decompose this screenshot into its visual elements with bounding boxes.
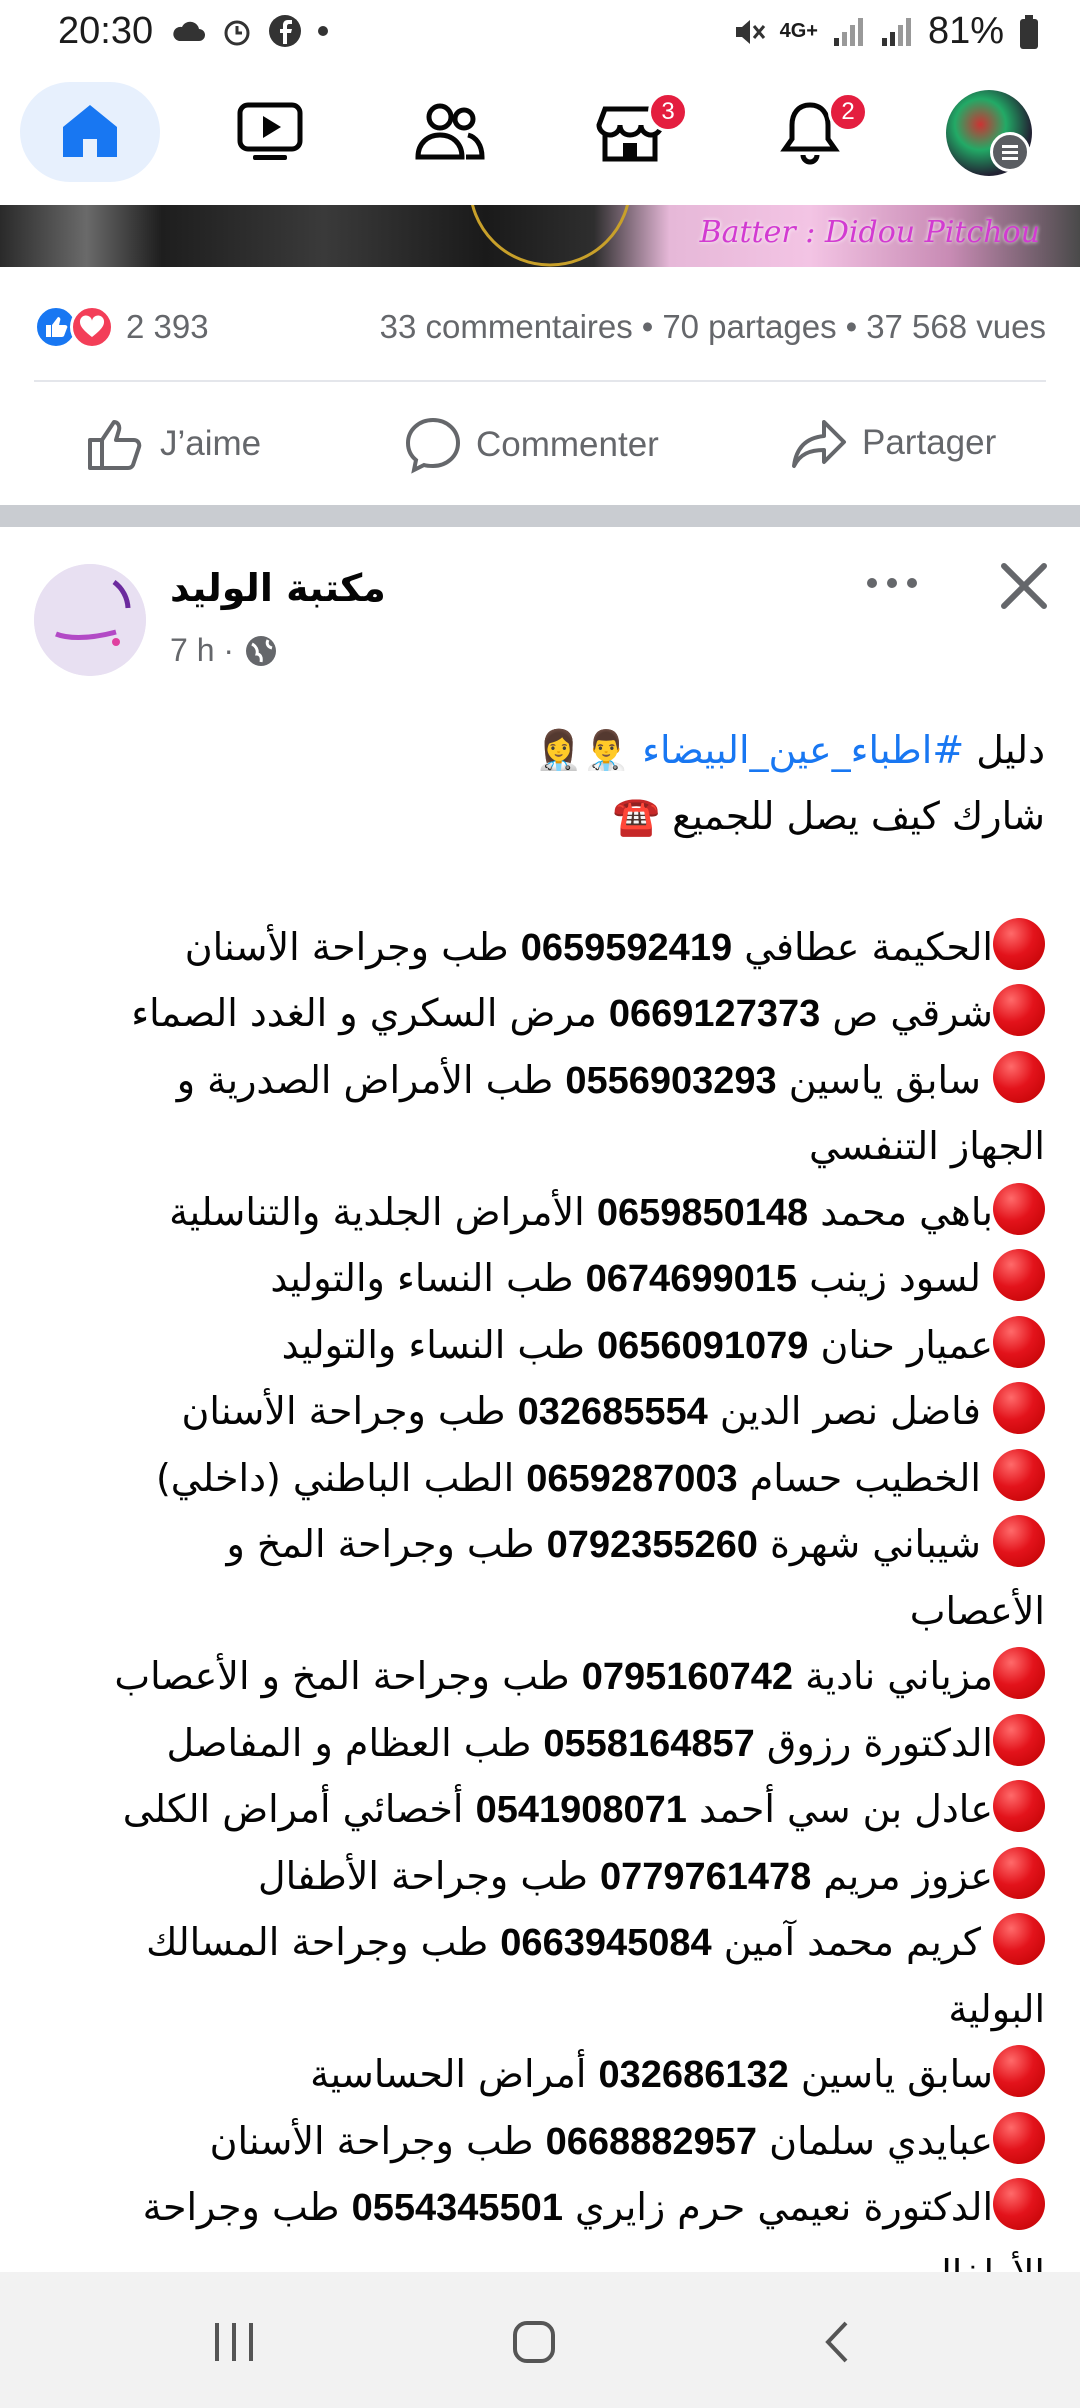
- doctor-entry: [40, 2175, 1045, 2242]
- doctor-specialty: طب النساء والتوليد: [270, 1256, 574, 1300]
- share-button[interactable]: [790, 416, 996, 470]
- comment-label: Commenter: [476, 425, 659, 464]
- recent-apps-button[interactable]: [194, 2312, 274, 2372]
- video-circle-graphic: [460, 205, 640, 267]
- doctor-phone[interactable]: 032685554: [517, 1391, 708, 1433]
- doctor-name: عزوز مريم: [811, 1853, 993, 1898]
- doctor-specialty: الطب الباطني (داخلي): [155, 1455, 515, 1500]
- globe-icon: [244, 634, 278, 668]
- doctor-list: [40, 915, 1045, 2308]
- signal-icon: [832, 16, 866, 48]
- doctor-specialty: مرض السكري و الغدد الصماء: [131, 991, 597, 1035]
- red-circle-icon: [993, 1382, 1045, 1434]
- nav-notifications[interactable]: [740, 82, 880, 182]
- doctor-phone[interactable]: 0556903293: [565, 1059, 777, 1102]
- close-icon: [994, 556, 1054, 616]
- like-label: J’aime: [160, 424, 262, 463]
- mute-icon: [732, 15, 766, 49]
- stats-separator: •: [641, 308, 654, 345]
- hashtag-link[interactable]: #اطباء_عين_البيضاء: [642, 728, 965, 772]
- dot-icon: [316, 24, 330, 38]
- comments-count[interactable]: 33 commentaires: [379, 308, 633, 345]
- doctor-specialty: طب وجراحة المخ و الأعصاب: [114, 1654, 570, 1698]
- doctor-specialty: طب وجراحة المسالك: [146, 1920, 489, 1964]
- doctor-name: لسود زينب: [809, 1256, 993, 1300]
- doctor-entry: [40, 1512, 1045, 1579]
- video-thumbnail[interactable]: [0, 205, 1080, 267]
- doctor-name: مزياني نادية: [805, 1654, 993, 1698]
- doctor-name: عادل بن سي أحمد: [686, 1787, 993, 1831]
- doctor-entry: [40, 2042, 1045, 2109]
- doctor-entry: [40, 1180, 1045, 1247]
- doctor-phone[interactable]: 0659592419: [520, 926, 733, 969]
- doctor-specialty: الأمراض الجلدية والتناسلية: [169, 1189, 585, 1234]
- post-time[interactable]: 7 h ·: [170, 632, 235, 668]
- status-notification-icons: [170, 14, 330, 48]
- love-reaction-icon: [70, 305, 114, 349]
- doctor-phone[interactable]: 0558164857: [543, 1722, 755, 1765]
- post-meta: [170, 632, 278, 669]
- doctor-entry: [40, 1644, 1045, 1711]
- doctor-name: عميار حنان: [808, 1322, 993, 1367]
- blank-line: [40, 849, 1045, 915]
- doctor-entry-continuation: الجهاز التنفسي: [808, 1124, 1045, 1168]
- doctor-entry: [40, 1048, 1045, 1115]
- doctor-name: الدكتورة نعيمي حرم زايري: [562, 2185, 993, 2229]
- red-circle-icon: [993, 1183, 1045, 1235]
- top-navigation: [0, 70, 1080, 200]
- doctor-name: فاضل نصر الدين: [719, 1389, 993, 1433]
- doctor-phone[interactable]: 0674699015: [585, 1258, 797, 1300]
- red-circle-icon: [993, 918, 1045, 970]
- post-intro-line: [40, 718, 1045, 784]
- doctor-name: سابق ياسين: [788, 1057, 993, 1102]
- doctor-phone[interactable]: 0541908071: [475, 1789, 687, 1831]
- status-bar: [0, 0, 1080, 66]
- nav-home[interactable]: [20, 82, 160, 182]
- cloud-icon: [170, 17, 206, 45]
- doctor-phone[interactable]: 0795160742: [581, 1656, 794, 1698]
- share-icon: [790, 416, 848, 470]
- home-circle-icon: [509, 2317, 559, 2367]
- comment-button[interactable]: [404, 416, 659, 474]
- page-avatar[interactable]: [34, 564, 146, 676]
- back-icon: [818, 2317, 858, 2367]
- like-button[interactable]: [86, 416, 261, 472]
- status-time: 20:30: [58, 10, 154, 52]
- doctor-entry: [40, 1246, 1045, 1313]
- doctor-name: باهي محمد: [820, 1189, 993, 1234]
- doctor-phone[interactable]: 0554345501: [351, 2187, 563, 2229]
- doctor-entry: [40, 1777, 1045, 1844]
- red-circle-icon: [993, 2112, 1045, 2164]
- doctor-phone[interactable]: 0779761478: [599, 1855, 812, 1898]
- feed-separator: [0, 505, 1080, 527]
- more-icon: [862, 573, 922, 593]
- signal-icon-2: [880, 16, 914, 48]
- status-right-icons: [732, 10, 1040, 53]
- doctor-name: الخطيب حسام: [749, 1455, 993, 1500]
- red-circle-icon: [993, 1249, 1045, 1301]
- friends-icon: [412, 99, 488, 165]
- doctor-entry: [40, 1844, 1045, 1911]
- facebook-icon: [268, 14, 302, 48]
- red-circle-icon: [993, 2178, 1045, 2230]
- nav-marketplace[interactable]: [560, 82, 700, 182]
- doctor-specialty: طب وجراحة المخ و: [226, 1522, 535, 1566]
- post-text: [40, 718, 1045, 2307]
- doctor-phone[interactable]: 0659287003: [526, 1457, 738, 1500]
- doctor-name: كريم محمد آمين: [723, 1920, 993, 1964]
- reactions-stats: [34, 300, 1046, 354]
- page-logo: [34, 564, 146, 676]
- doctor-phone[interactable]: 0668882957: [545, 2120, 757, 2163]
- doctor-specialty: طب النساء والتوليد: [281, 1322, 585, 1367]
- doctor-specialty: أخصائي أمراض الكلى: [122, 1787, 464, 1831]
- battery-icon: [1018, 14, 1040, 50]
- doctor-phone[interactable]: 0656091079: [597, 1324, 809, 1367]
- doctor-entry: [40, 981, 1045, 1048]
- doctor-phone[interactable]: 0792355260: [546, 1524, 758, 1566]
- reactions-count[interactable]: 2 393: [126, 308, 209, 345]
- doctor-entry: [40, 1446, 1045, 1513]
- doctor-specialty: طب وجراحة: [142, 2185, 340, 2229]
- video-icon: [235, 99, 305, 165]
- doctor-specialty: طب الأمراض الصدرية و: [176, 1057, 554, 1102]
- doctor-specialty: طب وجراحة الأسنان: [184, 924, 509, 969]
- menu-icon[interactable]: [990, 132, 1030, 172]
- comment-icon: [404, 416, 462, 474]
- battery-percent: 81%: [927, 10, 1004, 52]
- red-circle-icon: [993, 1647, 1045, 1699]
- alarm-icon: [220, 14, 254, 48]
- doctor-specialty: أمراض الحساسية: [310, 2052, 587, 2096]
- red-circle-icon: [993, 1051, 1045, 1103]
- doctor-phone[interactable]: 0659850148: [596, 1191, 809, 1234]
- doctor-name: الدكتورة رزوق: [766, 1720, 993, 1765]
- red-circle-icon: [993, 1515, 1045, 1567]
- more-options-button[interactable]: [862, 568, 922, 598]
- red-circle-icon: [993, 1714, 1045, 1766]
- red-circle-icon: [993, 1449, 1045, 1501]
- post-intro-line-2: شارك كيف يصل للجميع ☎️: [612, 793, 1045, 838]
- nav-friends[interactable]: [380, 82, 520, 182]
- doctor-entry: [40, 2109, 1045, 2176]
- intro-prefix: دليل: [964, 728, 1045, 772]
- notifications-badge: 2: [828, 92, 868, 132]
- hide-post-button[interactable]: [994, 556, 1054, 616]
- doctor-name: عبايدي سلمان: [769, 2118, 993, 2163]
- views-count: 37 568 vues: [866, 308, 1046, 345]
- doctor-phone[interactable]: 0663945084: [500, 1922, 712, 1964]
- red-circle-icon: [993, 2045, 1045, 2097]
- doctor-emojis: 👨‍⚕️👩‍⚕️: [535, 728, 630, 772]
- doctor-entry-continuation: البولية: [948, 1986, 1045, 2031]
- red-circle-icon: [993, 1316, 1045, 1368]
- video-caption: Batter : Didou Pitchou: [699, 215, 1040, 250]
- doctor-entry: [40, 1711, 1045, 1778]
- shares-count[interactable]: 70 partages: [662, 308, 837, 345]
- marketplace-badge: 3: [648, 92, 688, 132]
- doctor-name: شرقي ص: [832, 991, 993, 1035]
- post-actions: [0, 400, 1080, 490]
- home-button[interactable]: [494, 2312, 574, 2372]
- doctor-name: الحكيمة عطافي: [744, 924, 993, 969]
- doctor-name: سابق ياسين: [800, 2052, 993, 2096]
- divider: [34, 380, 1046, 382]
- doctor-entry: [40, 1379, 1045, 1446]
- doctor-specialty: طب وجراحة الأسنان: [209, 2118, 534, 2163]
- doctor-name: شيباني شهرة: [770, 1522, 993, 1566]
- doctor-phone[interactable]: 032686132: [598, 2054, 789, 2096]
- stats-separator: •: [845, 308, 858, 345]
- share-label: Partager: [862, 423, 997, 462]
- nav-video[interactable]: [200, 82, 340, 182]
- doctor-entry: [40, 1313, 1045, 1380]
- system-navigation-bar: [0, 2272, 1080, 2408]
- page-name[interactable]: مكتبة الوليد: [170, 566, 386, 610]
- doctor-entry: [40, 1910, 1045, 1977]
- back-button[interactable]: [798, 2312, 878, 2372]
- recent-apps-icon: [209, 2319, 259, 2365]
- home-icon: [57, 99, 123, 165]
- thumbs-up-icon: [86, 416, 146, 472]
- network-type: 4G+: [779, 20, 818, 42]
- doctor-entry: [40, 915, 1045, 982]
- red-circle-icon: [993, 984, 1045, 1036]
- doctor-phone[interactable]: 0669127373: [608, 993, 821, 1035]
- red-circle-icon: [993, 1847, 1045, 1899]
- red-circle-icon: [993, 1780, 1045, 1832]
- doctor-specialty: طب وجراحة الأسنان: [181, 1389, 506, 1433]
- red-circle-icon: [993, 1913, 1045, 1965]
- doctor-specialty: طب العظام و المفاصل: [166, 1720, 532, 1765]
- doctor-specialty: طب وجراحة الأطفال: [258, 1853, 588, 1898]
- doctor-entry-continuation: الأعصاب: [909, 1588, 1045, 1633]
